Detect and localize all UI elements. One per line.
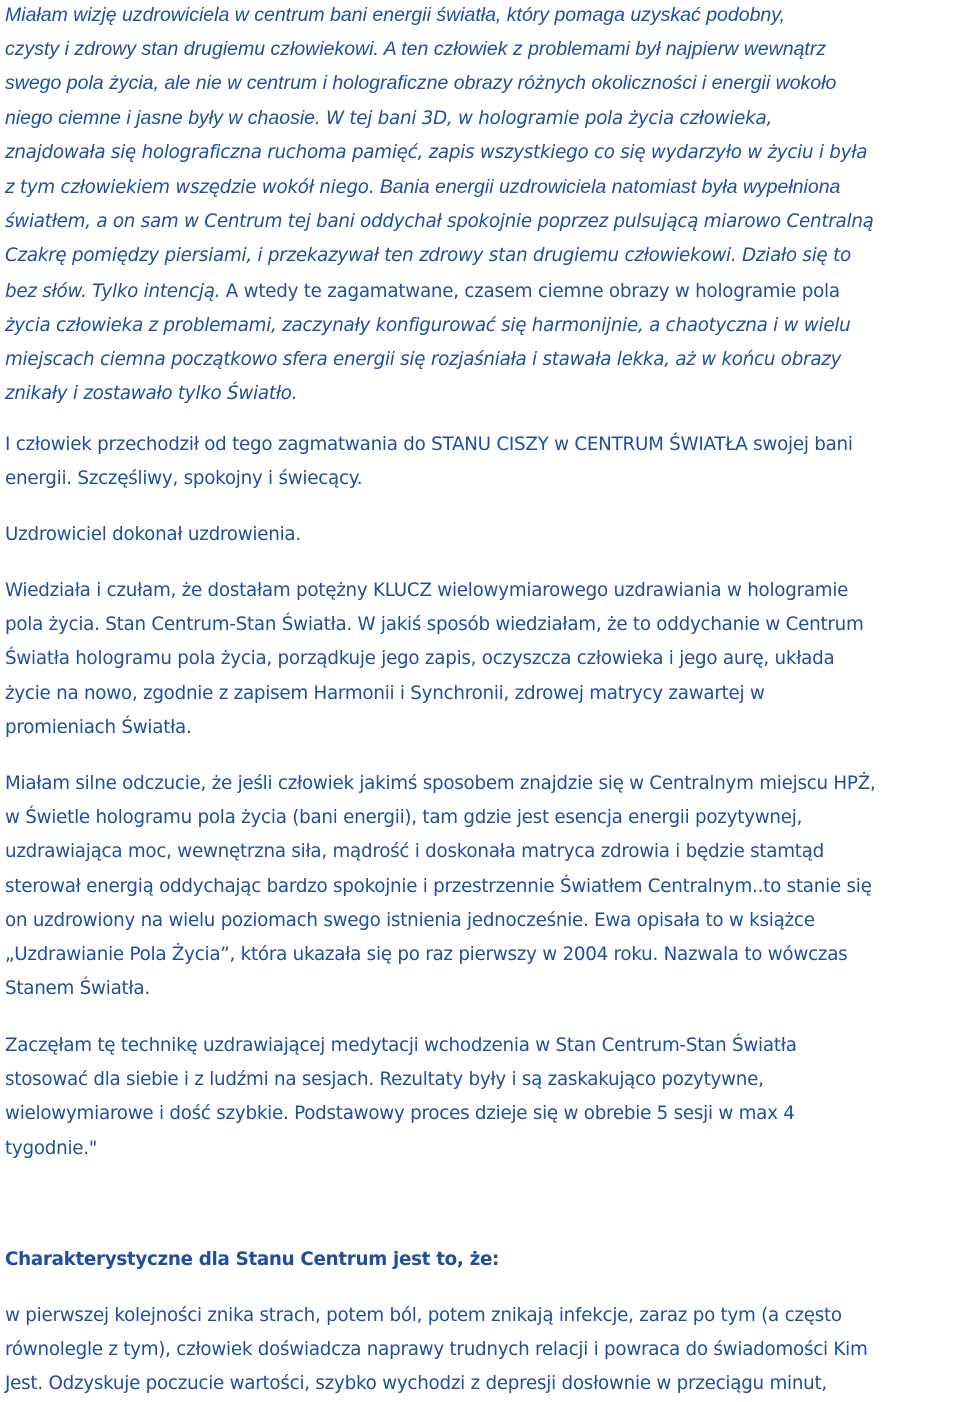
heading-text: Charakterystyczne dla Stanu Centrum jest to, że: (5, 1249, 500, 1270)
text-line: swego pola życia, ale nie w centrum i holograficzne obrazy różnych okoliczności i energii wokoło (5, 72, 837, 95)
text-line: Czakrę pomiędzy piersiami, i przekazywał ten zdrowy stan drugiemu człowiekowi. Działo się to (5, 245, 851, 267)
text-segment: A wtedy te zagamatwane, czasem ciemne obrazy w hologramie pola (220, 280, 840, 302)
text-line: Miałam wizję uzdrowiciela w centrum bani energii światła, który pomaga uzyskać podobny, (5, 4, 785, 26)
text-line (5, 170, 874, 205)
text-line: równolegle z tym), człowiek doświadcza naprawy trudnych relacji i powraca do świadomości Kim (5, 1339, 868, 1361)
paragraph-state-of-silence (5, 428, 853, 496)
text-segment: Bania energii uzdrowiciela natomiast była wypełniona (374, 176, 841, 199)
text-line: znikały i zostawało tylko Światło. (5, 383, 298, 405)
text-line: światłem, a on sam w Centrum tej bani oddychał spokojnie poprzez pulsującą miarowo Centralną (5, 211, 874, 233)
text-line: życia człowieka z problemami, zaczynały konfigurować się harmonijnie, a chaotyczna i w wielu (5, 314, 851, 336)
text-line: czysty i zdrowy stan drugiemu człowiekowi. A ten człowiek z problemami był najpierw wewnątrz (5, 38, 827, 61)
text-segment: bez słów. Tylko intencją. (5, 280, 221, 302)
paragraph-healing-done (5, 518, 301, 552)
text-line: Miałam silne odczucie, że jeśli człowiek jakimś sposobem znajdzie się w Centralnym miejscu HPŻ, (5, 773, 876, 794)
text-line: Wiedziała i czułam, że dostałam potężny KLUCZ wielowymiarowego uzdrawiania w hologramie (5, 580, 849, 601)
text-line: on uzdrowiony na wielu poziomach swego istnienia jednocześnie. Ewa opisała to w książce (5, 909, 815, 931)
section-heading (5, 1243, 499, 1277)
paragraph-key (5, 574, 864, 745)
text-line (5, 101, 874, 136)
text-line: miejscach ciemna początkowo sfera energii się rozjaśniała i stawała lekka, aż w końcu obrazy (5, 349, 842, 371)
text-segment: W tej bani 3D, w hologramie pola życia człowieka, (320, 107, 773, 129)
text-line: sterował energią oddychając bardzo spokojnie i przestrzennie Światłem Centralnym..to stanie się (5, 875, 872, 897)
text-line: Jest. Odzyskuje poczucie wartości, szybko wychodzi z depresji dosłownie w przeciągu minut, (5, 1373, 827, 1395)
text-line: w pierwszej kolejności znika strach, potem ból, potem znikają infekcje, zaraz po tym (a często (5, 1305, 842, 1326)
text-line: „Uzdrawianie Pola Życia”, która ukazała się po raz pierwszy w 2004 roku. Nazwala to wówczas (5, 944, 848, 966)
text-line: Uzdrowiciel dokonał uzdrowienia. (5, 524, 301, 545)
text-segment: z tym człowiekiem wszędzie wokół niego. (5, 177, 375, 199)
text-line: w Świetle hologramu pola życia (bani energii), tam gdzie jest esencja energii pozytywnej, (5, 807, 803, 829)
text-line: energii. Szczęśliwy, spokojny i świecący. (5, 468, 363, 490)
text-line: wielowymiarowe i dość szybkie. Podstawowy proces dzieje się w obrebie 5 sesji w max 4 (5, 1103, 795, 1125)
paragraph-characteristics (5, 1299, 868, 1402)
text-line: pola życia. Stan Centrum-Stan Światła. W jakiś sposób wiedziałam, że to oddychanie w Centrum (5, 614, 864, 636)
text-line: I człowiek przechodził od tego zagmatwania do STANU CISZY w CENTRUM ŚWIATŁA swojej bani (5, 434, 853, 455)
text-line: stosować dla siebie i z ludźmi na sesjach. Rezultaty były i są zaskakująco pozytywne, (5, 1069, 764, 1091)
text-line: uzdrawiająca moc, wewnętrzna siła, mądrość i doskonała matryca zdrowia i będzie stamtąd (5, 841, 824, 863)
text-line: znajdowała się holograficzna ruchoma pamięć, zapis wszystkiego co się wydarzyło w życiu i była (5, 141, 868, 163)
paragraph-vision-healer (5, 0, 874, 411)
text-line: życie na nowo, zgodnie z zapisem Harmonii i Synchronii, zdrowej matrycy zawartej w (5, 682, 765, 704)
text-line: tygodnie." (5, 1137, 98, 1159)
text-segment: niego ciemne i jasne były w chaosie. (5, 106, 321, 129)
text-line: promieniach Światła. (5, 716, 192, 738)
text-line: Światła hologramu pola życia, porządkuje jego zapis, oczyszcza człowieka i jego aurę, układa (5, 648, 835, 670)
text-line: Zaczęłam tę technikę uzdrawiającej medytacji wchodzenia w Stan Centrum-Stan Światła (5, 1035, 797, 1056)
text-line (5, 274, 874, 309)
paragraph-technique (5, 1029, 797, 1166)
paragraph-strong-feeling (5, 767, 876, 1006)
text-line: Stanem Światła. (5, 978, 150, 1000)
